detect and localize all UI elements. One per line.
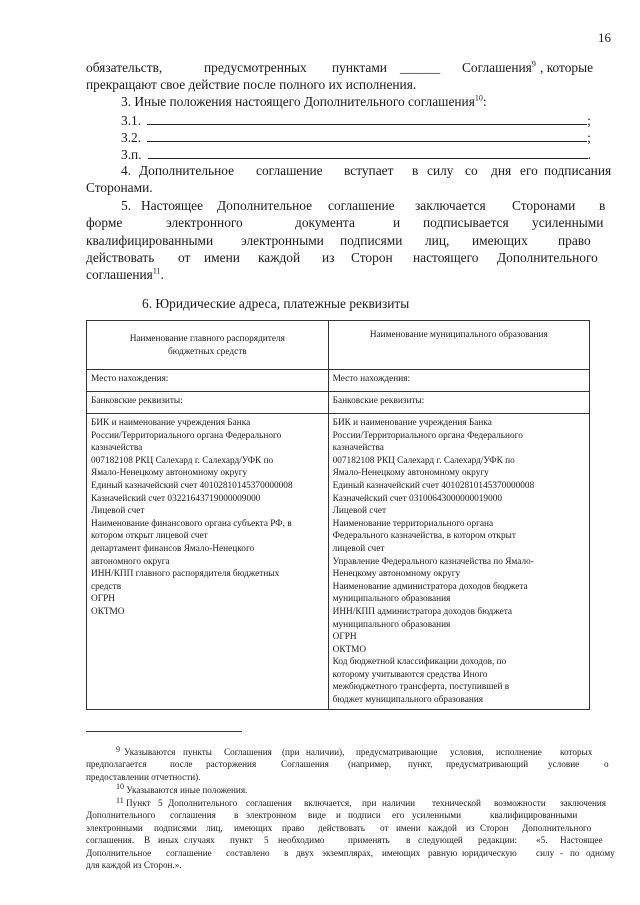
word: лиц, (425, 233, 450, 248)
item-3-1 (121, 112, 591, 129)
word: пунктами (332, 60, 387, 75)
word: в (412, 163, 419, 178)
word: электронного (166, 215, 243, 230)
detail-line: межбюджетного трансферта, поступившей в (332, 682, 510, 693)
requisites-table (86, 320, 590, 710)
header-municipality: Наименование муниципального образования (328, 321, 589, 370)
word: форме (86, 215, 123, 230)
detail-line: 007182108 РКЦ Салехард г. Салехард/УФК по (91, 455, 274, 466)
detail-line: которому учитываются средства Иного (332, 669, 488, 680)
footnote-9-line1: 9 Указываются пункты Соглашения (при наличии), предусматривающие условия, исполнение которых (116, 745, 593, 757)
fill-line (147, 129, 587, 142)
fill-line (148, 146, 588, 159)
detail-line: БИК и наименование учреждения Банка (91, 418, 251, 428)
word: и (393, 215, 401, 230)
footnote-11 (86, 796, 615, 871)
section-6-title: 6. Юридические адреса, платежные реквизиты (142, 296, 410, 311)
word: имеющих (472, 233, 528, 248)
footnote-11-line4: соглашения. В иных случаях пункт 5 необходимо применять в следующей редакции: «5. Настоящее (86, 835, 603, 846)
word: каждой (258, 250, 301, 265)
detail-line: ОГРН (91, 594, 115, 605)
word: 4. (121, 163, 132, 178)
paragraph-3: 3. Иные положения настоящего Дополнительного соглашения$^{10}$: (121, 93, 487, 109)
item-end: ; (587, 113, 591, 128)
detail-line: автономного округа (91, 556, 170, 567)
page-number: 16 (598, 30, 611, 45)
detail-line: Единый казначейский счет 40102810145370000008 (91, 480, 293, 491)
blank-placeholder: ______ (400, 60, 441, 75)
detail-line: бюджет муниципального образования (332, 695, 484, 706)
footnote-11-line1: 11 Пункт 5 Дополнительного соглашения включается, при наличии технической возможности заключения (116, 796, 607, 808)
fill-line (147, 112, 587, 125)
word: право (558, 233, 591, 248)
word: документа (295, 215, 355, 230)
word: соглашение (328, 198, 395, 213)
detail-line: Управление Федерального казначейства по Ямало- (332, 556, 534, 567)
cell-location-left: Место нахождения: (87, 370, 329, 392)
table-row-bank (87, 392, 590, 414)
item-label: 3.2. (121, 130, 142, 145)
detail-line: муниципального образования (332, 594, 451, 605)
detail-line: Наименование финансового органа субъекта РФ, в (91, 518, 292, 529)
detail-line: департамент финансов Ямало-Ненецкого (91, 543, 255, 554)
item-3-n (121, 146, 591, 163)
word: действовать (86, 250, 155, 265)
word: силу (427, 163, 454, 178)
detail-line: России/Территориального органа Федерального (332, 430, 523, 441)
word: от (178, 250, 191, 265)
paragraph-5-line5: соглашения$^{11}$. (86, 266, 164, 282)
word: подписывается (423, 215, 509, 230)
word: заключается (415, 198, 486, 213)
word: обязательств, (86, 60, 163, 75)
detail-line: Федерального казначейства, в котором открыт (332, 531, 516, 542)
word: его (520, 163, 538, 178)
word: в (599, 198, 606, 213)
detail-line: Код бюджетной классификации доходов, по (332, 657, 507, 668)
detail-line: Ямало-Ненецкому автономному округу (91, 468, 248, 479)
footnote-ref-11: 11 (152, 266, 161, 276)
footnote-ref-9: 9 (531, 59, 536, 69)
detail-line: казначейства (332, 443, 384, 454)
footnote-11-line5: Дополнительное соглашение составлено в двух экземплярах, имеющих равную юридическую силу - по одному (86, 847, 615, 858)
item-label: 3.1. (121, 113, 142, 128)
detail-line: России/Территориального органа Федерального (91, 430, 282, 441)
item-3-2 (121, 129, 591, 146)
footnote-11-line6: для каждой из Сторон.». (86, 859, 182, 870)
word: настоящего (413, 250, 479, 265)
detail-line: средств (91, 581, 122, 592)
cell-bank-left: Банковские реквизиты: (87, 392, 329, 414)
table-row-details (87, 414, 590, 710)
footnote-11-line2: Дополнительного соглашения в электронном виде и подписи его усиленными квалифицированными (86, 810, 578, 821)
footnote-11-line3: электронными подписями лиц, имеющих право действовать от имени каждой из Сторон Дополнительного (86, 822, 592, 833)
word: соглашение (256, 163, 323, 178)
item-label: 3.п. (121, 147, 142, 162)
detail-line: Наименование администратора доходов бюджета (332, 581, 528, 592)
word: , которые (540, 60, 594, 75)
table-row-location (87, 370, 590, 392)
detail-line: Ненецкому автономному округу (332, 569, 461, 580)
detail-line: лицевой счет (332, 543, 385, 554)
detail-line: муниципального образования (332, 619, 451, 630)
word: подписания (544, 163, 612, 178)
detail-line: ИНН/КПП администратора доходов бюджета (332, 606, 513, 617)
word: со (465, 163, 478, 178)
word: квалифицированными (86, 233, 214, 248)
detail-line: Лицевой счет (332, 506, 387, 517)
detail-line: ОКТМО (332, 644, 367, 655)
footnote-10: $^{10}$ Указываются иные положения. (116, 781, 248, 795)
detail-line: ОГРН (332, 632, 357, 643)
footnote-9-line3: предоставлении отчетности). (86, 771, 201, 782)
word: Сторон (351, 250, 393, 265)
header-chief-administrator: Наименование главного распорядителя бюджетных средств (87, 321, 329, 370)
word: дня (491, 163, 512, 178)
cell-details-left (87, 414, 329, 710)
detail-line: БИК и наименование учреждения Банка (332, 418, 492, 428)
detail-line: Казначейский счет 03221643719000009000 (91, 493, 261, 504)
word: усиленными (532, 215, 604, 230)
detail-line: Казначейский счет 03100643000000019000 (332, 493, 503, 504)
detail-line: Наименование территориального органа (332, 518, 494, 529)
cell-location-right: Место нахождения: (328, 370, 589, 392)
detail-line: 007182108 РКЦ Салехард г. Салехард/УФК по (332, 455, 515, 466)
footnote-separator (86, 731, 242, 732)
word: Дополнительное (217, 198, 313, 213)
detail-line: Единый казначейский счет 40102810145370000008 (332, 480, 535, 491)
word: вступает (344, 163, 394, 178)
word: из (322, 250, 335, 265)
item-end: ; (587, 130, 591, 145)
footnote-9-line2: предполагается после расторжения Соглашения (например, пункт, предусматривающий условие о (86, 759, 609, 770)
word: Дополнительное (139, 163, 235, 178)
word: подписями (340, 233, 403, 248)
detail-line: Лицевой счет (91, 506, 145, 517)
paragraph-4-line2: Сторонами. (86, 180, 153, 195)
detail-line: Ямало-Ненецкому автономному округу (332, 468, 489, 479)
detail-line: ИНН/КПП главного распорядителя бюджетных (91, 569, 280, 580)
table-header-row (87, 321, 590, 370)
cell-details-right (328, 414, 589, 710)
word: 5. (121, 198, 132, 213)
footnote-mark: 10 (116, 781, 124, 791)
word-agreement: Соглашения$^9$ (462, 59, 536, 75)
footnote-9 (86, 746, 612, 783)
word: имени (204, 250, 240, 265)
detail-line: котором открыт лицевой счет (91, 531, 208, 542)
word: Настоящее (141, 198, 204, 213)
word: предусмотренных (204, 60, 307, 75)
footnote-ref-10: 10 (474, 93, 483, 103)
word: Сторонами (512, 198, 576, 213)
detail-line: ОКТМО (91, 606, 125, 617)
word: Дополнительного (497, 250, 598, 265)
cell-bank-right: Банковские реквизиты: (328, 392, 589, 414)
detail-line: казначейства (91, 443, 143, 454)
word: электронными (241, 233, 324, 248)
item-end: . (587, 147, 591, 162)
paragraph-obligations-line2: прекращают свое действие после полного их исполнения. (86, 77, 417, 92)
